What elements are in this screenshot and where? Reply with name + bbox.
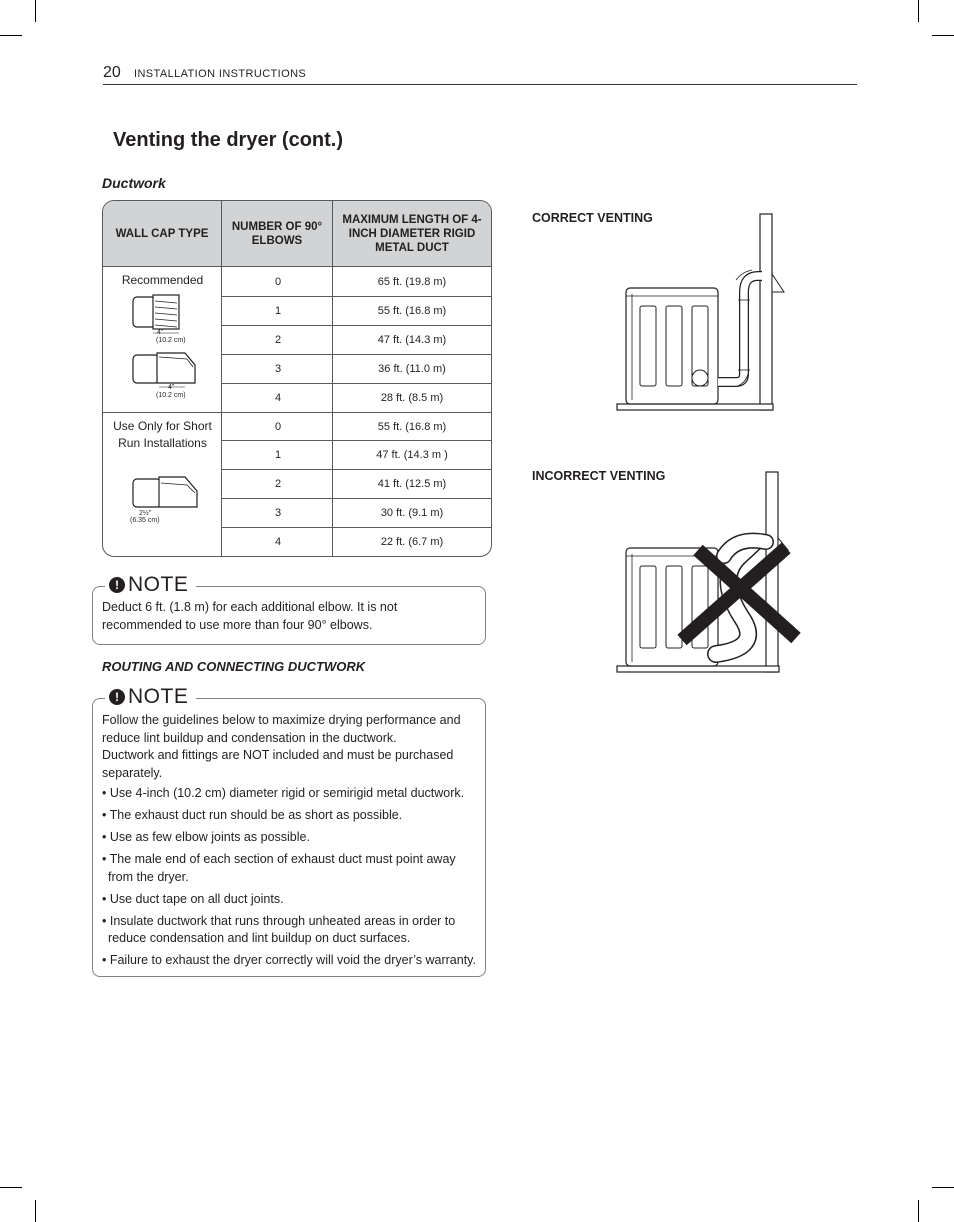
max-length: 28 ft. (8.5 m) <box>333 384 491 413</box>
page-title: Venting the dryer (cont.) <box>113 129 344 151</box>
max-length: 41 ft. (12.5 m) <box>333 470 491 499</box>
incorrect-venting-illustration <box>612 468 802 678</box>
correct-venting-label: CORRECT VENTING <box>532 211 653 225</box>
note-paragraph: Follow the guidelines below to maximize drying performance and reduce lint buildup and condensation in the ductwork. <box>102 713 461 745</box>
dimension-label: (6.35 cm) <box>130 517 160 524</box>
page-header <box>103 62 857 85</box>
column-header: MAXIMUM LENGTH OF 4-INCH DIAMETER RIGID METAL DUCT <box>333 201 491 267</box>
wall-cap-label: Use Only for Short Run Installations <box>113 419 212 450</box>
crop-mark <box>932 1187 954 1188</box>
dimension-label: 4" <box>168 384 175 391</box>
wall-cap-recommended <box>103 267 222 413</box>
elbow-count: 4 <box>222 384 333 413</box>
elbow-count: 2 <box>222 470 333 499</box>
wall-cap-short-run <box>103 413 222 556</box>
max-length: 47 ft. (14.3 m ) <box>333 441 491 470</box>
note-heading <box>105 685 196 709</box>
exclamation-icon: ! <box>109 689 125 705</box>
list-item: • Failure to exhaust the dryer correctly will void the dryer’s warranty. <box>102 953 476 967</box>
ductwork-heading: Ductwork <box>102 175 166 191</box>
max-length: 55 ft. (16.8 m) <box>333 297 491 326</box>
dimension-label: 4" <box>157 329 164 336</box>
note-box <box>92 573 486 645</box>
note-heading <box>105 573 196 597</box>
elbow-count: 3 <box>222 499 333 528</box>
elbow-count: 1 <box>222 297 333 326</box>
elbow-count: 0 <box>222 413 333 441</box>
column-header: NUMBER OF 90° ELBOWS <box>222 201 333 267</box>
hooded-wall-cap-icon <box>131 475 201 515</box>
list-item: • The exhaust duct run should be as short as possible. <box>102 808 403 822</box>
note-paragraph: Deduct 6 ft. (1.8 m) for each additional elbow. It is not recommended to use more than four 90° elbows. <box>102 600 398 632</box>
elbow-count: 0 <box>222 267 333 297</box>
max-length: 36 ft. (11.0 m) <box>333 355 491 384</box>
note-label: NOTE <box>128 685 189 708</box>
list-item: • Use as few elbow joints as possible. <box>102 830 310 844</box>
hooded-wall-cap-icon <box>129 351 199 391</box>
elbow-count: 2 <box>222 326 333 355</box>
dimension-label: 2½" <box>139 510 152 517</box>
correct-venting-illustration <box>612 210 792 415</box>
guideline-list <box>102 785 477 970</box>
max-length: 47 ft. (14.3 m) <box>333 326 491 355</box>
dimension-label: (10.2 cm) <box>156 392 186 399</box>
elbow-count: 3 <box>222 355 333 384</box>
incorrect-venting-label: INCORRECT VENTING <box>532 469 666 483</box>
crop-mark <box>918 0 919 22</box>
note-text <box>102 712 477 974</box>
wall-cap-label: Recommended <box>121 273 204 287</box>
exclamation-icon: ! <box>109 577 125 593</box>
max-length: 65 ft. (19.8 m) <box>333 267 491 297</box>
elbow-count: 1 <box>222 441 333 470</box>
routing-heading: ROUTING AND CONNECTING DUCTWORK <box>102 659 366 674</box>
max-length: 55 ft. (16.8 m) <box>333 413 491 441</box>
crop-mark <box>35 1200 36 1222</box>
section-label: INSTALLATION INSTRUCTIONS <box>134 68 307 80</box>
crop-mark <box>35 0 36 22</box>
crop-mark <box>918 1200 919 1222</box>
crop-mark <box>0 1187 22 1188</box>
crop-mark <box>932 35 954 36</box>
list-item: • Insulate ductwork that runs through unheated areas in order to reduce condensation and lint buildup on duct surfaces. <box>102 913 456 945</box>
crop-mark <box>0 35 22 36</box>
dimension-label: (10.2 cm) <box>156 337 186 344</box>
note-paragraph: Ductwork and fittings are NOT included and must be purchased separately. <box>102 748 454 780</box>
max-length: 22 ft. (6.7 m) <box>380 536 444 548</box>
note-box <box>92 685 486 977</box>
max-length: 30 ft. (9.1 m) <box>333 499 491 528</box>
list-item: • The male end of each section of exhaust duct must point away from the dryer. <box>102 852 456 884</box>
ductwork-table <box>102 200 492 557</box>
elbow-count: 4 <box>222 528 333 556</box>
note-label: NOTE <box>128 573 189 596</box>
note-text <box>102 599 477 634</box>
column-header: WALL CAP TYPE <box>103 201 222 267</box>
list-item: • Use duct tape on all duct joints. <box>102 891 284 906</box>
page-number: 20 <box>103 64 121 81</box>
list-item: • Use 4-inch (10.2 cm) diameter rigid or semirigid metal ductwork. <box>102 786 465 800</box>
